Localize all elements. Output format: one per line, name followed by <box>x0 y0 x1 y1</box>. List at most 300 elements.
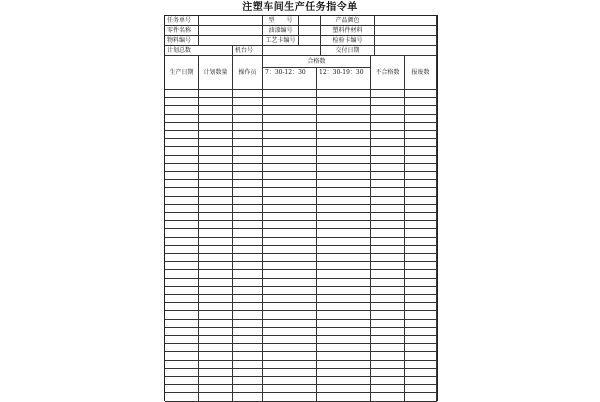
label-part-name: 零件名称 <box>165 26 199 36</box>
table-cell[interactable] <box>165 123 199 131</box>
table-cell[interactable] <box>405 229 437 237</box>
table-cell[interactable] <box>317 393 371 401</box>
table-cell[interactable] <box>317 262 371 270</box>
label-material-number: 物料编号 <box>165 36 199 46</box>
table-cell[interactable] <box>233 164 263 172</box>
col-plan-qty: 计划数量 <box>199 56 233 90</box>
table-cell[interactable] <box>199 336 233 344</box>
table-cell[interactable] <box>371 262 405 270</box>
table-cell[interactable] <box>405 336 437 344</box>
table-cell[interactable] <box>263 246 317 254</box>
table-cell[interactable] <box>233 139 263 147</box>
table-cell[interactable] <box>165 361 199 369</box>
table-cell[interactable] <box>263 393 317 401</box>
field-material-number[interactable] <box>199 36 263 46</box>
table-cell[interactable] <box>371 361 405 369</box>
table-cell[interactable] <box>405 172 437 180</box>
table-cell[interactable] <box>317 164 371 172</box>
table-cell[interactable] <box>263 180 317 188</box>
table-cell[interactable] <box>317 172 371 180</box>
table-cell[interactable] <box>165 213 199 221</box>
table-cell[interactable] <box>371 197 405 205</box>
table-cell[interactable] <box>405 147 437 155</box>
table-cell[interactable] <box>165 238 199 246</box>
table-cell[interactable] <box>199 238 233 246</box>
field-model[interactable] <box>299 16 321 26</box>
table-cell[interactable] <box>405 369 437 377</box>
table-cell[interactable] <box>263 287 317 295</box>
table-cell[interactable] <box>263 106 317 114</box>
table-cell[interactable] <box>405 188 437 196</box>
table-cell[interactable] <box>317 238 371 246</box>
table-cell[interactable] <box>405 279 437 287</box>
label-machine-number: 机台号 <box>233 46 263 56</box>
table-cell[interactable] <box>165 172 199 180</box>
table-cell[interactable] <box>233 197 263 205</box>
table-cell[interactable] <box>199 393 233 401</box>
field-task-number[interactable] <box>199 16 263 26</box>
field-part-name[interactable] <box>199 26 263 36</box>
table-cell[interactable] <box>199 229 233 237</box>
table-cell[interactable] <box>199 303 233 311</box>
table-cell[interactable] <box>317 98 371 106</box>
table-cell[interactable] <box>165 270 199 278</box>
table-cell[interactable] <box>233 172 263 180</box>
table-cell[interactable] <box>317 229 371 237</box>
table-cell[interactable] <box>317 328 371 336</box>
table-cell[interactable] <box>317 115 371 123</box>
label-task-number: 任务单号 <box>165 16 199 26</box>
table-cell[interactable] <box>165 229 199 237</box>
table-cell[interactable] <box>317 352 371 360</box>
table-cell[interactable] <box>233 287 263 295</box>
table-cell[interactable] <box>233 213 263 221</box>
table-cell[interactable] <box>371 238 405 246</box>
table-cell[interactable] <box>263 254 317 262</box>
table-cell[interactable] <box>233 131 263 139</box>
table-cell[interactable] <box>199 221 233 229</box>
label-plan-total: 计划总数 <box>165 46 233 56</box>
table-cell[interactable] <box>405 238 437 246</box>
table-cell[interactable] <box>199 164 233 172</box>
table-cell[interactable] <box>233 98 263 106</box>
table-cell[interactable] <box>317 385 371 393</box>
table-cell[interactable] <box>263 361 317 369</box>
table-cell[interactable] <box>371 369 405 377</box>
table-cell[interactable] <box>199 246 233 254</box>
table-cell[interactable] <box>405 311 437 319</box>
table-cell[interactable] <box>233 246 263 254</box>
table-cell[interactable] <box>233 352 263 360</box>
table-cell[interactable] <box>233 320 263 328</box>
table-cell[interactable] <box>199 90 233 98</box>
table-cell[interactable] <box>371 156 405 164</box>
table-cell[interactable] <box>371 287 405 295</box>
table-cell[interactable] <box>199 311 233 319</box>
table-cell[interactable] <box>165 156 199 164</box>
table-cell[interactable] <box>371 336 405 344</box>
table-cell[interactable] <box>199 279 233 287</box>
table-cell[interactable] <box>263 270 317 278</box>
table-cell[interactable] <box>199 377 233 385</box>
table-cell[interactable] <box>405 221 437 229</box>
field-plastic-material[interactable] <box>375 26 437 36</box>
table-cell[interactable] <box>199 213 233 221</box>
table-cell[interactable] <box>405 385 437 393</box>
field-inspection-card[interactable] <box>375 36 437 46</box>
table-cell[interactable] <box>263 90 317 98</box>
table-cell[interactable] <box>317 180 371 188</box>
table-cell[interactable] <box>263 197 317 205</box>
table-cell[interactable] <box>405 262 437 270</box>
field-paint-number[interactable] <box>299 26 321 36</box>
table-cell[interactable] <box>371 221 405 229</box>
label-model: 型 号 <box>263 16 299 26</box>
col-production-date: 生产日期 <box>165 56 199 90</box>
table-cell[interactable] <box>199 328 233 336</box>
table-cell[interactable] <box>199 262 233 270</box>
table-cell[interactable] <box>317 344 371 352</box>
table-cell[interactable] <box>371 205 405 213</box>
table-cell[interactable] <box>165 344 199 352</box>
table-cell[interactable] <box>317 369 371 377</box>
table-cell[interactable] <box>165 106 199 114</box>
table-cell[interactable] <box>165 369 199 377</box>
table-cell[interactable] <box>317 279 371 287</box>
table-cell[interactable] <box>371 279 405 287</box>
table-cell[interactable] <box>317 123 371 131</box>
table-cell[interactable] <box>371 377 405 385</box>
table-cell[interactable] <box>405 90 437 98</box>
table-cell[interactable] <box>317 287 371 295</box>
table-cell[interactable] <box>405 328 437 336</box>
table-cell[interactable] <box>405 131 437 139</box>
table-cell[interactable] <box>233 147 263 155</box>
col-shift-a: 7：30-12：30 <box>263 68 317 90</box>
table-cell[interactable] <box>199 147 233 155</box>
table-cell[interactable] <box>199 180 233 188</box>
label-product-color: 产品颜色 <box>321 16 375 26</box>
table-cell[interactable] <box>165 188 199 196</box>
table-cell[interactable] <box>199 156 233 164</box>
table-cell[interactable] <box>165 336 199 344</box>
col-unqualified: 不合格数 <box>371 56 405 90</box>
table-cell[interactable] <box>165 311 199 319</box>
table-cell[interactable] <box>263 147 317 155</box>
table-cell[interactable] <box>165 320 199 328</box>
table-cell[interactable] <box>371 393 405 401</box>
table-cell[interactable] <box>317 156 371 164</box>
table-cell[interactable] <box>199 295 233 303</box>
table-cell[interactable] <box>199 270 233 278</box>
table-cell[interactable] <box>371 172 405 180</box>
table-cell[interactable] <box>405 295 437 303</box>
table-cell[interactable] <box>233 229 263 237</box>
table-cell[interactable] <box>371 139 405 147</box>
col-shift-b: 12：30-19：30 <box>317 68 371 90</box>
table-cell[interactable] <box>165 377 199 385</box>
table-cell[interactable] <box>263 352 317 360</box>
table-cell[interactable] <box>199 197 233 205</box>
table-cell[interactable] <box>263 221 317 229</box>
table-cell[interactable] <box>199 369 233 377</box>
table-cell[interactable] <box>165 287 199 295</box>
table-cell[interactable] <box>199 188 233 196</box>
table-cell[interactable] <box>263 139 317 147</box>
table-cell[interactable] <box>233 205 263 213</box>
table-cell[interactable] <box>371 164 405 172</box>
table-cell[interactable] <box>263 295 317 303</box>
table-cell[interactable] <box>199 320 233 328</box>
label-plastic-material: 塑料件材料 <box>321 26 375 36</box>
table-cell[interactable] <box>405 287 437 295</box>
table-cell[interactable] <box>263 98 317 106</box>
table-cell[interactable] <box>165 147 199 155</box>
table-cell[interactable] <box>199 106 233 114</box>
table-cell[interactable] <box>165 205 199 213</box>
table-cell[interactable] <box>317 131 371 139</box>
table-cell[interactable] <box>317 270 371 278</box>
table-cell[interactable] <box>199 352 233 360</box>
table-cell[interactable] <box>317 197 371 205</box>
table-cell[interactable] <box>405 197 437 205</box>
table-cell[interactable] <box>233 336 263 344</box>
table-cell[interactable] <box>165 246 199 254</box>
table-cell[interactable] <box>233 115 263 123</box>
table-cell[interactable] <box>405 303 437 311</box>
table-cell[interactable] <box>199 139 233 147</box>
table-cell[interactable] <box>263 123 317 131</box>
label-delivery-date: 交付日期 <box>321 46 375 56</box>
table-cell[interactable] <box>371 246 405 254</box>
table-cell[interactable] <box>263 303 317 311</box>
table-cell[interactable] <box>371 123 405 131</box>
table-cell[interactable] <box>405 344 437 352</box>
table-cell[interactable] <box>317 213 371 221</box>
table-cell[interactable] <box>317 254 371 262</box>
table-cell[interactable] <box>263 279 317 287</box>
table-cell[interactable] <box>199 344 233 352</box>
table-cell[interactable] <box>405 156 437 164</box>
table-cell[interactable] <box>233 156 263 164</box>
table-cell[interactable] <box>165 180 199 188</box>
label-process-card: 工艺卡编号 <box>263 36 299 46</box>
table-cell[interactable] <box>233 385 263 393</box>
table-cell[interactable] <box>371 385 405 393</box>
table-cell[interactable] <box>263 205 317 213</box>
table-cell[interactable] <box>233 221 263 229</box>
table-cell[interactable] <box>405 164 437 172</box>
table-cell[interactable] <box>317 106 371 114</box>
table-cell[interactable] <box>317 377 371 385</box>
table-cell[interactable] <box>317 295 371 303</box>
table-cell[interactable] <box>405 205 437 213</box>
table-cell[interactable] <box>405 352 437 360</box>
table-cell[interactable] <box>263 115 317 123</box>
table-cell[interactable] <box>263 164 317 172</box>
table-cell[interactable] <box>371 352 405 360</box>
table-cell[interactable] <box>263 320 317 328</box>
table-cell[interactable] <box>165 262 199 270</box>
table-cell[interactable] <box>405 213 437 221</box>
table-cell[interactable] <box>405 361 437 369</box>
col-qualified: 合格数 <box>263 56 371 68</box>
table-cell[interactable] <box>233 328 263 336</box>
table-cell[interactable] <box>263 188 317 196</box>
table-cell[interactable] <box>199 361 233 369</box>
table-cell[interactable] <box>233 106 263 114</box>
table-cell[interactable] <box>263 311 317 319</box>
table-cell[interactable] <box>165 98 199 106</box>
table-cell[interactable] <box>371 213 405 221</box>
table-cell[interactable] <box>199 131 233 139</box>
table-cell[interactable] <box>233 361 263 369</box>
table-cell[interactable] <box>233 393 263 401</box>
table-cell[interactable] <box>405 393 437 401</box>
table-cell[interactable] <box>165 328 199 336</box>
table-cell[interactable] <box>371 98 405 106</box>
table-cell[interactable] <box>199 254 233 262</box>
table-cell[interactable] <box>233 377 263 385</box>
table-cell[interactable] <box>405 246 437 254</box>
table-cell[interactable] <box>317 188 371 196</box>
table-cell[interactable] <box>233 295 263 303</box>
table-cell[interactable] <box>199 123 233 131</box>
table-cell[interactable] <box>371 90 405 98</box>
table-cell[interactable] <box>405 123 437 131</box>
table-cell[interactable] <box>263 172 317 180</box>
label-inspection-card: 检验卡编号 <box>321 36 375 46</box>
table-cell[interactable] <box>405 320 437 328</box>
task-order-sheet <box>164 0 436 400</box>
table-cell[interactable] <box>317 205 371 213</box>
table-cell[interactable] <box>233 180 263 188</box>
table-cell[interactable] <box>165 303 199 311</box>
table-cell[interactable] <box>233 303 263 311</box>
table-cell[interactable] <box>233 279 263 287</box>
table-cell[interactable] <box>317 336 371 344</box>
table-cell[interactable] <box>405 180 437 188</box>
field-product-color[interactable] <box>375 16 437 26</box>
table-cell[interactable] <box>317 147 371 155</box>
table-cell[interactable] <box>233 311 263 319</box>
table-cell[interactable] <box>199 385 233 393</box>
table-cell[interactable] <box>263 238 317 246</box>
table-cell[interactable] <box>371 344 405 352</box>
table-cell[interactable] <box>317 361 371 369</box>
table-cell[interactable] <box>233 369 263 377</box>
table-cell[interactable] <box>371 254 405 262</box>
table-cell[interactable] <box>165 164 199 172</box>
table-cell[interactable] <box>165 279 199 287</box>
form-title: 注塑车间生产任务指令单 <box>242 2 358 13</box>
table-cell[interactable] <box>165 352 199 360</box>
table-cell[interactable] <box>165 393 199 401</box>
table-cell[interactable] <box>263 156 317 164</box>
table-cell[interactable] <box>165 139 199 147</box>
table-cell[interactable] <box>405 270 437 278</box>
table-cell[interactable] <box>165 131 199 139</box>
table-cell[interactable] <box>405 98 437 106</box>
table-cell[interactable] <box>317 320 371 328</box>
table-cell[interactable] <box>263 369 317 377</box>
form-grid <box>164 15 438 401</box>
field-process-card[interactable] <box>299 36 321 46</box>
col-operator: 操作员 <box>233 56 263 90</box>
table-cell[interactable] <box>371 295 405 303</box>
table-cell[interactable] <box>263 328 317 336</box>
table-cell[interactable] <box>233 344 263 352</box>
table-cell[interactable] <box>165 295 199 303</box>
table-cell[interactable] <box>199 205 233 213</box>
table-cell[interactable] <box>405 254 437 262</box>
table-cell[interactable] <box>165 221 199 229</box>
table-cell[interactable] <box>233 262 263 270</box>
table-cell[interactable] <box>405 139 437 147</box>
table-cell[interactable] <box>165 385 199 393</box>
table-cell[interactable] <box>317 221 371 229</box>
table-cell[interactable] <box>371 188 405 196</box>
table-cell[interactable] <box>317 139 371 147</box>
table-cell[interactable] <box>371 311 405 319</box>
table-cell[interactable] <box>233 123 263 131</box>
table-cell[interactable] <box>405 115 437 123</box>
table-cell[interactable] <box>199 98 233 106</box>
table-cell[interactable] <box>165 197 199 205</box>
table-cell[interactable] <box>233 238 263 246</box>
table-cell[interactable] <box>371 180 405 188</box>
table-cell[interactable] <box>371 106 405 114</box>
table-cell[interactable] <box>165 115 199 123</box>
table-cell[interactable] <box>233 254 263 262</box>
table-cell[interactable] <box>263 377 317 385</box>
table-cell[interactable] <box>371 328 405 336</box>
table-cell[interactable] <box>263 131 317 139</box>
table-cell[interactable] <box>263 344 317 352</box>
table-cell[interactable] <box>317 311 371 319</box>
table-cell[interactable] <box>263 229 317 237</box>
field-machine-number[interactable] <box>263 46 321 56</box>
table-cell[interactable] <box>371 115 405 123</box>
table-cell[interactable] <box>405 106 437 114</box>
table-cell[interactable] <box>317 90 371 98</box>
table-cell[interactable] <box>371 229 405 237</box>
table-cell[interactable] <box>165 254 199 262</box>
table-cell[interactable] <box>317 246 371 254</box>
table-cell[interactable] <box>405 377 437 385</box>
table-cell[interactable] <box>371 270 405 278</box>
table-cell[interactable] <box>317 303 371 311</box>
label-paint-number: 油漆编号 <box>263 26 299 36</box>
table-cell[interactable] <box>371 320 405 328</box>
table-cell[interactable] <box>199 287 233 295</box>
table-cell[interactable] <box>371 131 405 139</box>
table-cell[interactable] <box>165 90 199 98</box>
table-cell[interactable] <box>371 303 405 311</box>
col-scrap: 报废数 <box>405 56 437 90</box>
table-cell[interactable] <box>233 270 263 278</box>
table-cell[interactable] <box>263 262 317 270</box>
table-cell[interactable] <box>199 172 233 180</box>
table-cell[interactable] <box>263 385 317 393</box>
table-cell[interactable] <box>263 213 317 221</box>
table-cell[interactable] <box>233 90 263 98</box>
table-cell[interactable] <box>371 147 405 155</box>
table-cell[interactable] <box>263 336 317 344</box>
field-delivery-date[interactable] <box>375 46 437 56</box>
table-cell[interactable] <box>233 188 263 196</box>
table-cell[interactable] <box>199 115 233 123</box>
